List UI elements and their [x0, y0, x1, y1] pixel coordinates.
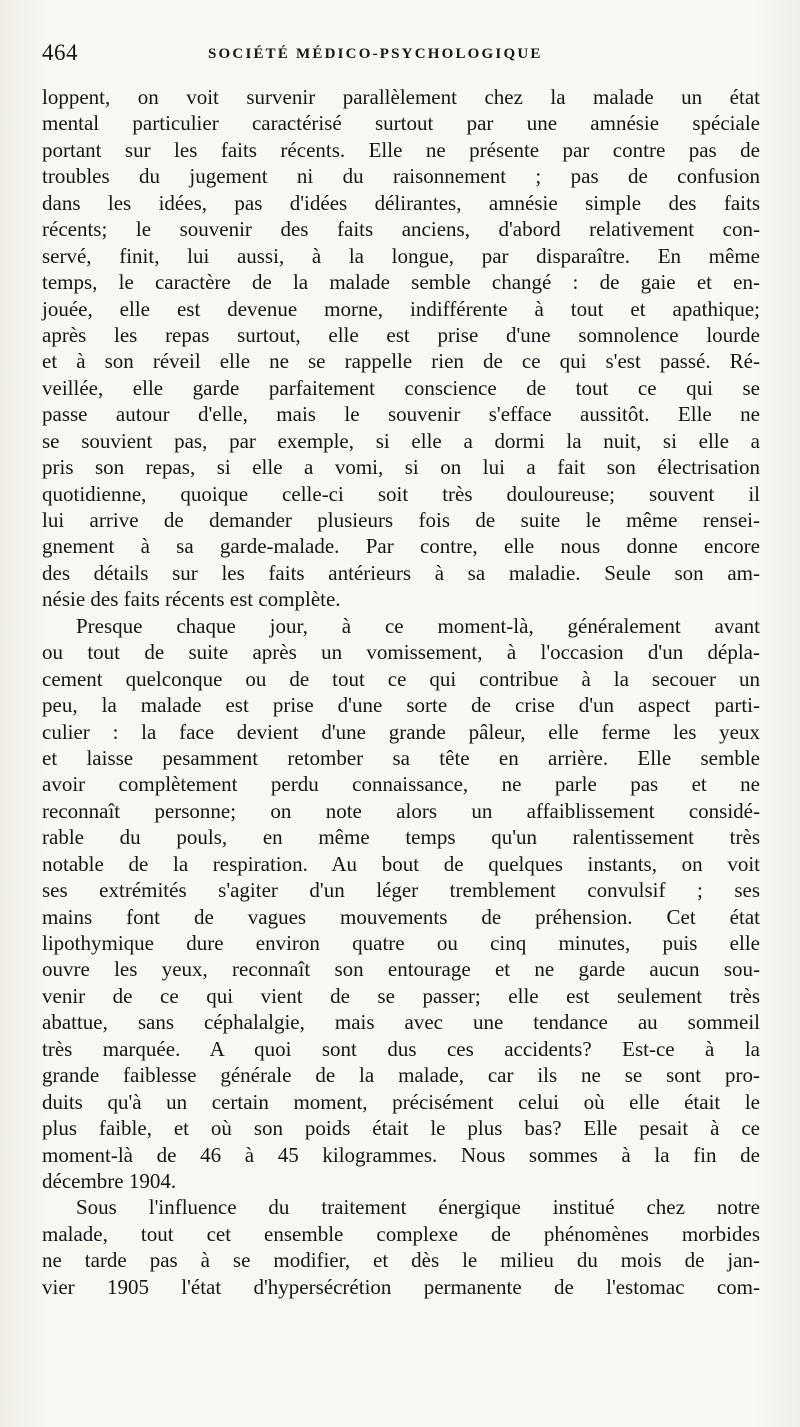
text-line: récents; le souvenir des faits anciens, d'abord relativement con-	[42, 217, 760, 242]
page-number: 464	[42, 40, 78, 65]
text-line: très marquée. A quoi sont dus ces accidents? Est-ce à la	[42, 1036, 760, 1061]
text-line: peu, la malade est prise d'une sorte de crise d'un aspect parti-	[42, 693, 760, 718]
text-line: cement quelconque ou de tout ce qui contribue à la secouer un	[42, 666, 760, 691]
text-line: venir de ce qui vient de se passer; elle est seulement très	[42, 983, 760, 1008]
text-line: ses extrémités s'agiter d'un léger tremblement convulsif ; ses	[42, 878, 760, 903]
text-line: duits qu'à un certain moment, précisément celui où elle était le	[42, 1089, 760, 1114]
text-line: lui arrive de demander plusieurs fois de suite le même rensei-	[42, 508, 760, 532]
paragraph-start-line: Sous l'influence du traitement énergique institué chez notre	[76, 1195, 760, 1220]
page-header	[40, 40, 760, 74]
running-head: SOCIÉTÉ MÉDICO-PSYCHOLOGIQUE	[208, 46, 543, 62]
text-line: mains font de vagues mouvements de préhension. Cet état	[42, 904, 760, 929]
text-line: avoir complètement perdu connaissance, ne parle pas et ne	[42, 772, 760, 797]
text-line: ne tarde pas à se modifier, et dès le milieu du mois de jan-	[42, 1248, 760, 1273]
text-line: grande faiblesse générale de la malade, car ils ne se sont pro-	[42, 1063, 760, 1088]
text-line: ouvre les yeux, reconnaît son entourage et ne garde aucun sou-	[42, 957, 760, 982]
text-line: quotidienne, quoique celle-ci soit très douloureuse; souvent il	[42, 481, 760, 506]
text-line: lipothymique dure environ quatre ou cinq minutes, puis elle	[42, 931, 760, 955]
text-line: vier 1905 l'état d'hypersécrétion permanente de l'estomac com-	[42, 1274, 760, 1299]
text-line: et à son réveil elle ne se rappelle rien de ce qui s'est passé. Ré-	[42, 349, 760, 374]
text-line: moment-là de 46 à 45 kilogrammes. Nous sommes à la fin de	[42, 1142, 760, 1167]
text-line: troubles du jugement ni du raisonnement ; pas de confusion	[42, 164, 760, 189]
body-text	[42, 84, 760, 1300]
text-line: pris son repas, si elle a vomi, si on lui a fait son électrisation	[42, 455, 760, 480]
text-line: plus faible, et où son poids était le plus bas? Elle pesait à ce	[42, 1116, 760, 1141]
text-line: malade, tout cet ensemble complexe de phénomènes morbides	[42, 1221, 760, 1246]
text-line: dans les idées, pas d'idées délirantes, amnésie simple des faits	[42, 190, 760, 215]
text-line: se souvient pas, par exemple, si elle a dormi la nuit, si elle a	[42, 428, 760, 453]
text-line: servé, finit, lui aussi, à la longue, par disparaître. En même	[42, 243, 760, 268]
text-line: des détails sur les faits antérieurs à sa maladie. Seule son am-	[42, 560, 760, 585]
text-line: veillée, elle garde parfaitement conscience de tout ce qui se	[42, 375, 760, 400]
text-line: mental particulier caractérisé surtout par une amnésie spéciale	[42, 111, 760, 136]
text-line: reconnaît personne; on note alors un affaiblissement considé-	[42, 798, 760, 823]
text-line: notable de la respiration. Au bout de quelques instants, on voit	[42, 851, 760, 876]
text-line: passe autour d'elle, mais le souvenir s'efface aussitôt. Elle ne	[42, 402, 760, 427]
text-line: gnement à sa garde-malade. Par contre, elle nous donne encore	[42, 534, 760, 559]
text-line: jouée, elle est devenue morne, indifférente à tout et apathique;	[42, 296, 760, 321]
text-line: portant sur les faits récents. Elle ne présente par contre pas de	[42, 137, 760, 162]
text-line: abattue, sans céphalalgie, mais avec une tendance au sommeil	[42, 1010, 760, 1035]
text-line: et laisse pesamment retomber sa tête en arrière. Elle semble	[42, 745, 760, 770]
text-line: ou tout de suite après un vomissement, à l'occasion d'un dépla-	[42, 640, 760, 665]
paragraph-start-line: Presque chaque jour, à ce moment-là, généralement avant	[76, 613, 760, 638]
paragraph-end-line: nésie des faits récents est complète.	[42, 587, 341, 612]
text-line: culier : la face devient d'une grande pâleur, elle ferme les yeux	[42, 719, 760, 744]
text-line: après les repas surtout, elle est prise d'une somnolence lourde	[42, 322, 760, 347]
paragraph-end-line: décembre 1904.	[42, 1168, 177, 1193]
text-line: loppent, on voit survenir parallèlement chez la malade un état	[42, 85, 760, 109]
text-line: temps, le caractère de la malade semble changé : de gaie et en-	[42, 270, 760, 295]
text-line: rable du pouls, en même temps qu'un ralentissement très	[42, 825, 760, 850]
